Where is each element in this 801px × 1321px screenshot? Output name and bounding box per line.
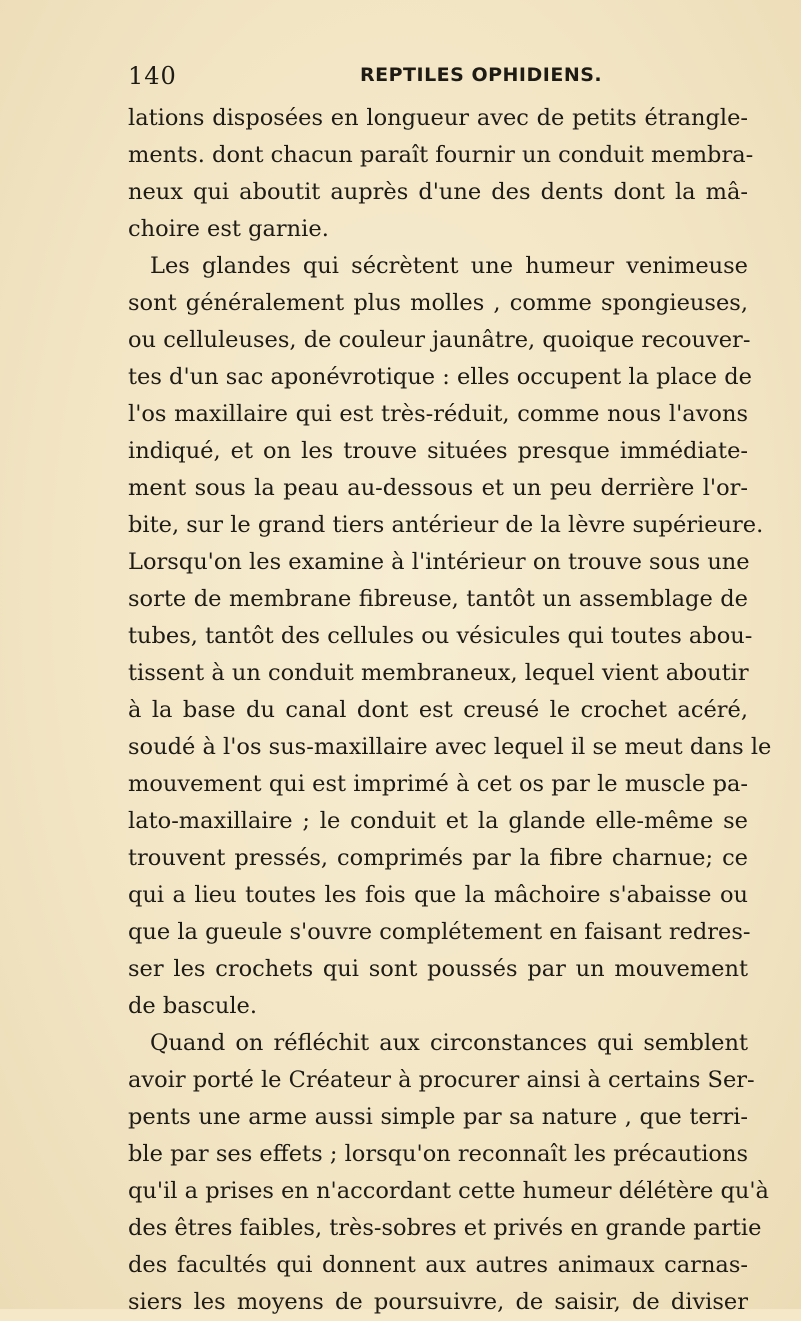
text-line: ou celluleuses, de couleur jaunâtre, quoique recouver-	[128, 327, 751, 353]
text-line: tubes, tantôt des cellules ou vésicules qui toutes abou-	[128, 623, 753, 649]
text-line: Quand on réfléchit aux circonstances qui semblent	[150, 1030, 748, 1056]
text-line: que la gueule s'ouvre complétement en faisant redres-	[128, 919, 751, 945]
running-title: REPTILES OPHIDIENS.	[360, 64, 603, 86]
text-line: mouvement qui est imprimé à cet os par le muscle pa-	[128, 771, 748, 797]
text-line: qu'il a prises en n'accordant cette humeur délétère qu'à	[128, 1178, 769, 1204]
text-line: pents une arme aussi simple par sa nature , que terri-	[128, 1104, 748, 1130]
text-line: de bascule.	[128, 993, 257, 1019]
text-line: à la base du canal dont est creusé le crochet acéré,	[128, 697, 748, 723]
page-number: 140	[128, 62, 177, 90]
text-line: indiqué, et on les trouve situées presque immédiate-	[128, 438, 748, 464]
text-line: sorte de membrane fibreuse, tantôt un assemblage de	[128, 586, 748, 612]
text-line: tissent à un conduit membraneux, lequel vient aboutir	[128, 660, 749, 686]
text-line: sont généralement plus molles , comme spongieuses,	[128, 290, 748, 316]
text-line: trouvent pressés, comprimés par la fibre charnue; ce	[128, 845, 748, 871]
text-line: siers les moyens de poursuivre, de saisir, de diviser	[128, 1289, 748, 1315]
text-line: ble par ses effets ; lorsqu'on reconnaît les précautions	[128, 1141, 748, 1167]
text-line: lato-maxillaire ; le conduit et la glande elle-même se	[128, 808, 748, 834]
text-line: bite, sur le grand tiers antérieur de la lèvre supérieure.	[128, 512, 764, 538]
text-line: ment sous la peau au-dessous et un peu derrière l'or-	[128, 475, 748, 501]
text-line: l'os maxillaire qui est très-réduit, comme nous l'avons	[128, 401, 748, 427]
text-line: des êtres faibles, très-sobres et privés en grande partie	[128, 1215, 762, 1241]
text-line: choire est garnie.	[128, 216, 329, 242]
text-line: avoir porté le Créateur à procurer ainsi à certains Ser-	[128, 1067, 755, 1093]
text-line: ments. dont chacun paraît fournir un conduit membra-	[128, 142, 754, 168]
body-text	[128, 100, 772, 1321]
page-header	[128, 62, 748, 92]
text-line: lations disposées en longueur avec de petits étrangle-	[128, 105, 748, 131]
text-line: neux qui aboutit auprès d'une des dents dont la mâ-	[128, 179, 748, 205]
text-line: tes d'un sac aponévrotique : elles occupent la place de	[128, 364, 752, 390]
text-line: soudé à l'os sus-maxillaire avec lequel il se meut dans le	[128, 734, 772, 760]
text-line: Lorsqu'on les examine à l'intérieur on trouve sous une	[128, 549, 750, 575]
text-line: des facultés qui donnent aux autres animaux carnas-	[128, 1252, 748, 1278]
text-line: ser les crochets qui sont poussés par un mouvement	[128, 956, 748, 982]
text-line: Les glandes qui sécrètent une humeur venimeuse	[150, 253, 748, 279]
text-line: qui a lieu toutes les fois que la mâchoire s'abaisse ou	[128, 882, 748, 908]
